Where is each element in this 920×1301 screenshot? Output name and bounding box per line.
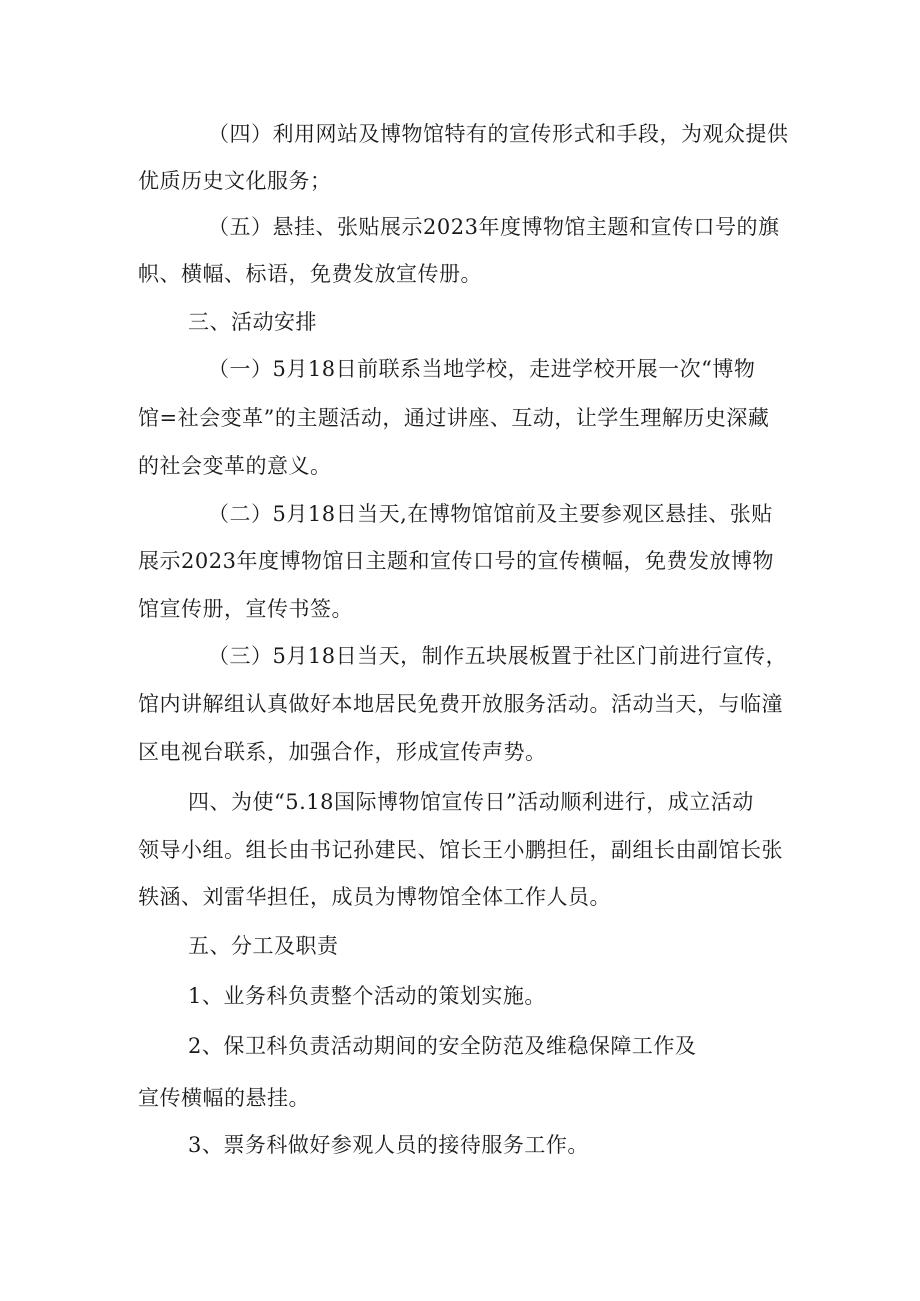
- list-item: 2、保卫科负责活动期间的安全防范及维稳保障工作及: [188, 1034, 697, 1058]
- paragraph-line: 的社会变革的意义。: [138, 454, 332, 478]
- section-heading: 三、活动安排: [188, 310, 317, 334]
- paragraph-line: 馆宣传册，宣传书签。: [138, 597, 353, 621]
- paragraph-line: 轶涵、刘雷华担任，成员为博物馆全体工作人员。: [138, 885, 611, 909]
- paragraph-line: 领导小组。组长由书记孙建民、馆长王小鹏担任，副组长由副馆长张: [138, 838, 783, 862]
- section-heading: 四、为使“5.18国际博物馆宣传日”活动顺利进行，成立活动: [188, 790, 754, 814]
- paragraph-line: 区电视台联系，加强合作，形成宣传声势。: [138, 740, 547, 764]
- paragraph-line: （一）5月18日前联系当地学校，走进学校开展一次“博物: [208, 357, 756, 381]
- list-item: 1、业务科负责整个活动的策划实施。: [188, 984, 546, 1008]
- paragraph-line: （三）5月18日当天，制作五块展板置于社区门前进行宣传，: [208, 644, 788, 668]
- paragraph-line: 展示2023年度博物馆日主题和宣传口号的宣传横幅，免费发放博物: [138, 549, 774, 573]
- paragraph-line: 优质历史文化服务；: [138, 169, 332, 193]
- paragraph-line: （四）利用网站及博物馆特有的宣传形式和手段，为观众提供: [208, 122, 789, 146]
- paragraph-line: （二）5月18日当天,在博物馆馆前及主要参观区悬挂、张贴: [208, 502, 773, 526]
- paragraph-line: 馆=社会变革”的主题活动，通过讲座、互动，让学生理解历史深藏: [138, 406, 770, 430]
- paragraph-line: 帜、横幅、标语，免费发放宣传册。: [138, 262, 482, 286]
- list-item: 3、票务科做好参观人员的接待服务工作。: [188, 1133, 589, 1157]
- paragraph-line: 馆内讲解组认真做好本地居民免费开放服务活动。活动当天，与临潼: [138, 692, 783, 716]
- section-heading: 五、分工及职责: [188, 934, 339, 958]
- paragraph-line: 宣传横幅的悬挂。: [138, 1086, 310, 1110]
- paragraph-line: （五）悬挂、张贴展示2023年度博物馆主题和宣传口号的旗: [208, 215, 780, 239]
